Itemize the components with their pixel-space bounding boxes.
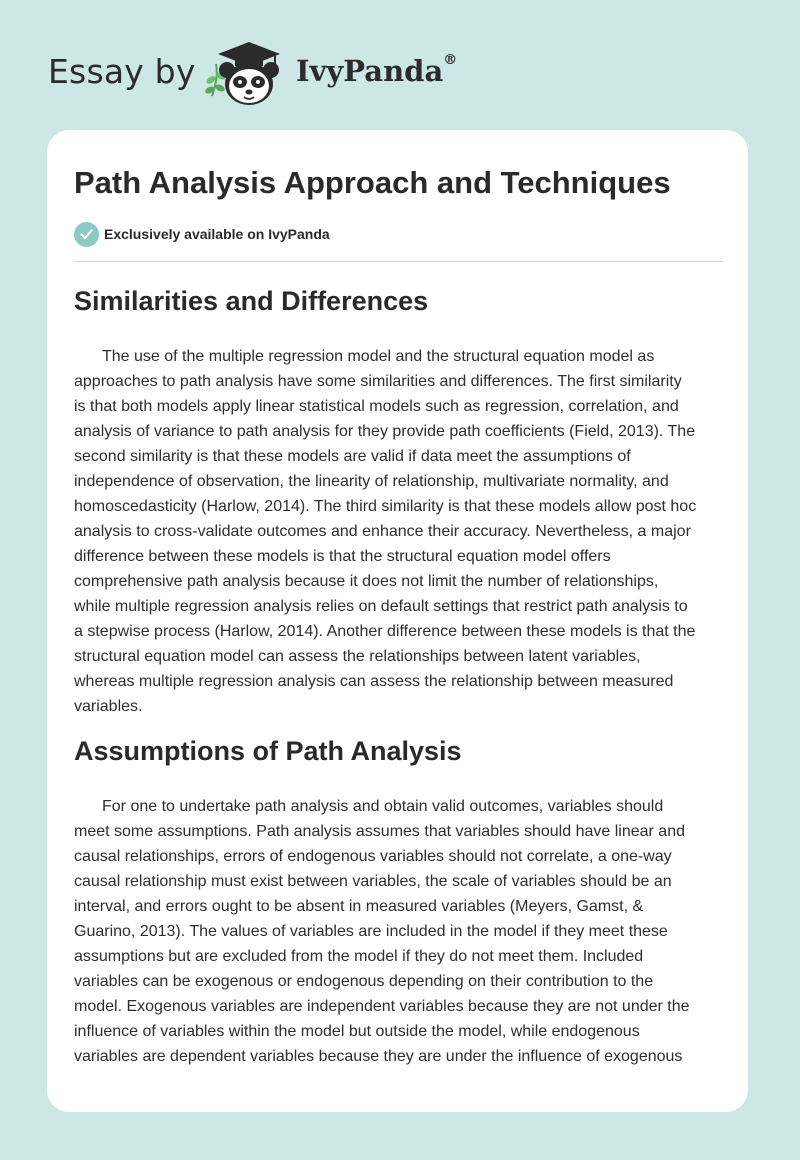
paragraph-line: a stepwise process (Harlow, 2014). Another difference between these models is that the bbox=[74, 623, 696, 640]
paragraph-line: causal relationship must exist between variables, the scale of variables should be an bbox=[74, 873, 672, 890]
paragraph-line: difference between these models is that the structural equation model offers bbox=[74, 548, 611, 565]
section-paragraph-assumptions bbox=[74, 794, 724, 1069]
paragraph-line: comprehensive path analysis because it does not limit the number of relationships, bbox=[74, 573, 659, 590]
paragraph-line: variables. bbox=[74, 698, 143, 715]
section-paragraph-similarities bbox=[74, 344, 724, 719]
brand-prefix: Essay by bbox=[48, 52, 196, 91]
paragraph-line: model. Exogenous variables are independent variables because they are not under the bbox=[74, 998, 690, 1015]
paragraph-line: influence of variables within the model but outside the model, while endogenous bbox=[74, 1023, 640, 1040]
paragraph-line: analysis of variance to path analysis for they provide path coefficients (Field, 2013). The bbox=[74, 423, 696, 440]
paragraph-line: interval, and errors ought to be absent in measured variables (Meyers, Gamst, & bbox=[74, 898, 644, 915]
panda-graduate-icon[interactable] bbox=[202, 36, 292, 108]
paragraph-line: structural equation model can assess the relationships between latent variables, bbox=[74, 648, 641, 665]
page-title: Path Analysis Approach and Techniques bbox=[74, 165, 671, 200]
badge-text: Exclusively available on IvyPanda bbox=[104, 226, 330, 242]
paragraph-line: analysis to cross-validate outcomes and enhance their accuracy. Nevertheless, a major bbox=[74, 523, 691, 540]
section-heading-similarities: Similarities and Differences bbox=[74, 286, 429, 316]
paragraph-line: variables are dependent variables because they are under the influence of exogenous bbox=[74, 1048, 683, 1065]
paragraph-line: homoscedasticity (Harlow, 2014). The third similarity is that these models allow post hoc bbox=[74, 498, 697, 515]
paragraph-line: independence of observation, the linearity of relationship, multivariate normality, and bbox=[74, 473, 669, 490]
site-header bbox=[48, 36, 508, 108]
essay-card bbox=[47, 130, 748, 1112]
registered-mark: ® bbox=[443, 52, 458, 68]
paragraph-line: while multiple regression analysis relies on default settings that restrict path analysis to bbox=[74, 598, 688, 615]
check-circle-icon bbox=[74, 222, 99, 247]
paragraph-line: second similarity is that these models are valid if data meet the assumptions of bbox=[74, 448, 631, 465]
paragraph-line: meet some assumptions. Path analysis assumes that variables should have linear and bbox=[74, 823, 685, 840]
paragraph-line: causal relationships, errors of endogenous variables should not correlate, a one-way bbox=[74, 848, 672, 865]
paragraph-line: is that both models apply linear statistical models such as regression, correlation, and bbox=[74, 398, 679, 415]
paragraph-line: The use of the multiple regression model and the structural equation model as bbox=[102, 348, 655, 365]
paragraph-line: variables can be exogenous or endogenous depending on their contribution to the bbox=[74, 973, 654, 990]
exclusive-badge bbox=[74, 221, 330, 247]
paragraph-line: assumptions but are excluded from the model if they do not meet them. Included bbox=[74, 948, 644, 965]
paragraph-line: For one to undertake path analysis and obtain valid outcomes, variables should bbox=[102, 798, 664, 815]
paragraph-line: whereas multiple regression analysis can assess the relationship between measured bbox=[74, 673, 674, 690]
paragraph-line: Guarino, 2013). The values of variables are included in the model if they meet these bbox=[74, 923, 668, 940]
paragraph-line: approaches to path analysis have some similarities and differences. The first similarity bbox=[74, 373, 682, 390]
divider bbox=[74, 261, 723, 262]
section-heading-assumptions: Assumptions of Path Analysis bbox=[74, 736, 462, 766]
brand-name[interactable]: IvyPanda® bbox=[296, 52, 458, 88]
